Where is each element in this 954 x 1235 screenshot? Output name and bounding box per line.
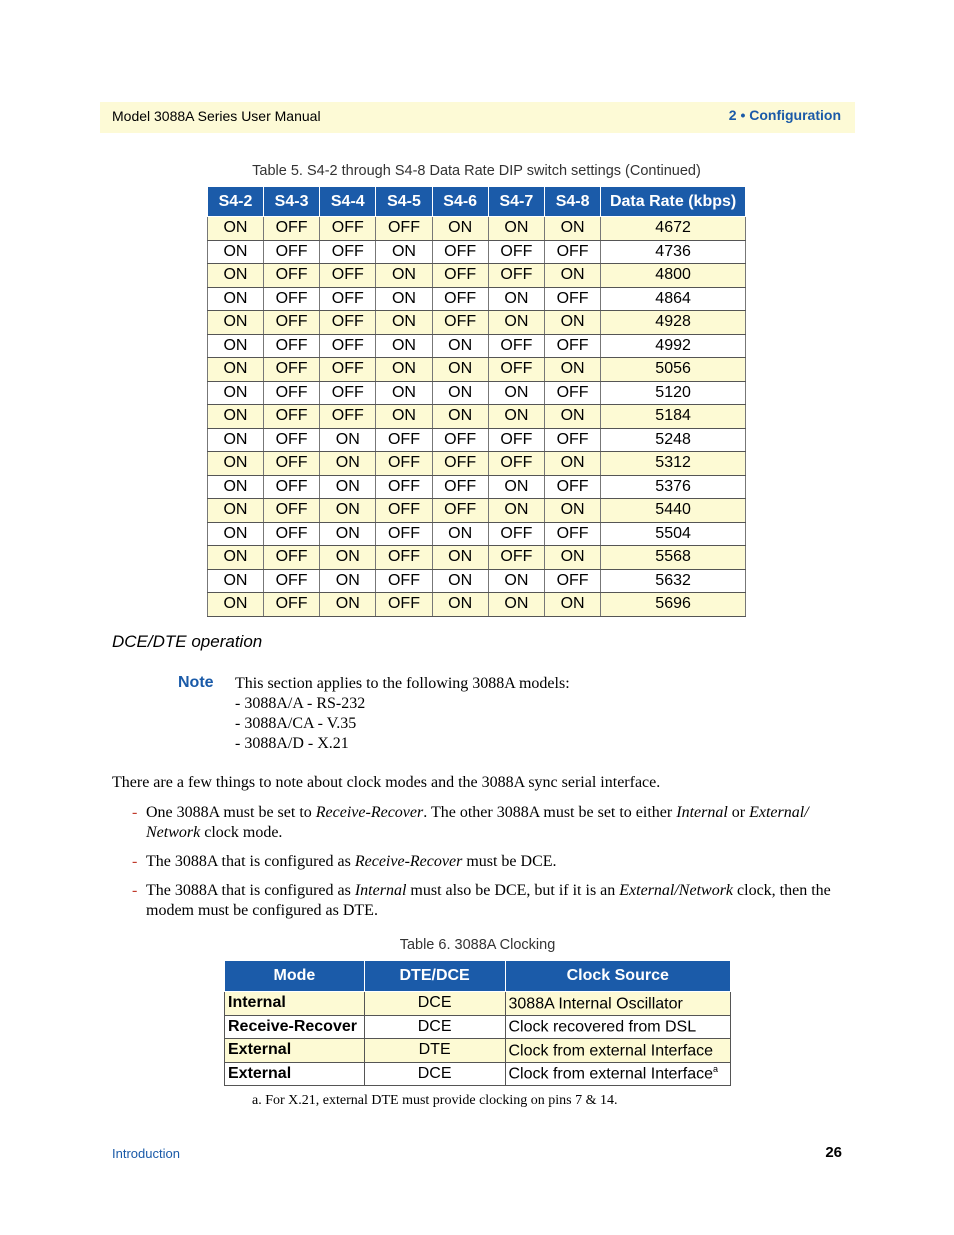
page-number: 26 xyxy=(825,1144,842,1161)
table-cell: OFF xyxy=(544,428,600,452)
table-cell: ON xyxy=(488,287,544,311)
table-cell: OFF xyxy=(432,287,488,311)
clock-source-cell: Clock from external Interface$^a$ xyxy=(505,1062,731,1086)
table-cell: 5056 xyxy=(601,358,746,382)
table-cell: OFF xyxy=(320,240,376,264)
table-cell: OFF xyxy=(263,287,319,311)
column-header: S4-3 xyxy=(263,187,319,217)
clock-source-cell: 3088A Internal Oscillator xyxy=(505,992,731,1016)
column-header: S4-7 xyxy=(488,187,544,217)
table-cell: OFF xyxy=(544,569,600,593)
table-cell: OFF xyxy=(263,311,319,335)
table-cell: ON xyxy=(208,593,264,617)
table-cell: OFF xyxy=(263,358,319,382)
table-cell: OFF xyxy=(488,240,544,264)
table-cell: 5696 xyxy=(601,593,746,617)
table-cell: ON xyxy=(432,381,488,405)
table-cell: ON xyxy=(488,475,544,499)
table-row xyxy=(208,240,746,264)
table-cell: OFF xyxy=(263,499,319,523)
page-header xyxy=(100,102,855,133)
table-row xyxy=(208,499,746,523)
table-cell: OFF xyxy=(376,499,432,523)
table-cell: OFF xyxy=(488,452,544,476)
clock-source-cell: Clock recovered from DSL xyxy=(505,1015,731,1039)
table-cell: ON xyxy=(488,405,544,429)
table-cell: OFF xyxy=(263,569,319,593)
table-cell: OFF xyxy=(263,405,319,429)
table-row xyxy=(208,546,746,570)
table-cell: ON xyxy=(488,381,544,405)
table-cell: ON xyxy=(208,522,264,546)
table-cell: ON xyxy=(432,546,488,570)
table-cell: ON xyxy=(376,240,432,264)
table-cell: OFF xyxy=(432,475,488,499)
table-cell: OFF xyxy=(544,240,600,264)
table-cell: ON xyxy=(432,334,488,358)
table-row xyxy=(208,381,746,405)
note-body xyxy=(235,674,570,754)
table-cell: ON xyxy=(208,405,264,429)
table-cell: OFF xyxy=(488,428,544,452)
table-cell: 4736 xyxy=(601,240,746,264)
table-cell: OFF xyxy=(263,217,319,241)
table-cell: ON xyxy=(376,405,432,429)
table-cell: ON xyxy=(488,593,544,617)
table-cell: ON xyxy=(376,381,432,405)
table-cell: OFF xyxy=(544,334,600,358)
table-cell: OFF xyxy=(488,546,544,570)
table-row xyxy=(208,405,746,429)
table-cell: ON xyxy=(376,287,432,311)
dte-dce-cell: DCE xyxy=(364,1062,505,1086)
table-cell: OFF xyxy=(263,546,319,570)
table-row xyxy=(208,358,746,382)
table-cell: OFF xyxy=(432,264,488,288)
table-cell: OFF xyxy=(263,475,319,499)
table-row xyxy=(208,334,746,358)
table-cell: ON xyxy=(208,334,264,358)
table-cell: OFF xyxy=(432,311,488,335)
dte-dce-cell: DCE xyxy=(364,1015,505,1039)
table-cell: OFF xyxy=(544,381,600,405)
table-cell: OFF xyxy=(488,522,544,546)
table-cell: ON xyxy=(320,499,376,523)
table-cell: ON xyxy=(208,358,264,382)
table-row xyxy=(208,287,746,311)
column-header: Clock Source xyxy=(505,961,731,992)
table-cell: ON xyxy=(320,475,376,499)
note-line: - 3088A/A - RS-232 xyxy=(235,695,366,712)
note-line: - 3088A/CA - V.35 xyxy=(235,715,357,732)
table-cell: 4800 xyxy=(601,264,746,288)
table-cell: OFF xyxy=(544,287,600,311)
table-row xyxy=(208,522,746,546)
table-cell: OFF xyxy=(320,405,376,429)
intro-paragraph: There are a few things to note about clock modes and the 3088A sync serial interface. xyxy=(112,774,661,791)
table-cell: ON xyxy=(320,522,376,546)
table-footnote: a. For X.21, external DTE must provide clocking on pins 7 & 14. xyxy=(252,1093,618,1108)
table-cell: ON xyxy=(544,217,600,241)
table-cell: ON xyxy=(488,499,544,523)
table-row xyxy=(208,475,746,499)
note-line: This section applies to the following 3088A models: xyxy=(235,675,570,692)
table-cell: OFF xyxy=(488,264,544,288)
table-cell: OFF xyxy=(376,522,432,546)
table-cell: OFF xyxy=(320,381,376,405)
bullet-dash: - xyxy=(132,882,138,899)
table-cell: 5312 xyxy=(601,452,746,476)
table-cell: OFF xyxy=(320,217,376,241)
table-cell: OFF xyxy=(544,522,600,546)
table-cell: ON xyxy=(208,546,264,570)
table-cell: OFF xyxy=(376,593,432,617)
table-cell: ON xyxy=(208,217,264,241)
table-cell: OFF xyxy=(488,358,544,382)
table-cell: 5504 xyxy=(601,522,746,546)
table-cell: ON xyxy=(432,522,488,546)
table-cell: OFF xyxy=(544,475,600,499)
table-cell: OFF xyxy=(263,240,319,264)
column-header: S4-5 xyxy=(376,187,432,217)
table-cell: ON xyxy=(544,405,600,429)
column-header: Mode xyxy=(225,961,365,992)
table-cell: ON xyxy=(320,546,376,570)
table-cell: 4928 xyxy=(601,311,746,335)
table-cell: ON xyxy=(488,569,544,593)
footnote-marker: a xyxy=(713,1064,719,1075)
table-cell: OFF xyxy=(432,428,488,452)
table-cell: ON xyxy=(376,358,432,382)
table-cell: ON xyxy=(208,287,264,311)
column-header: S4-8 xyxy=(544,187,600,217)
table-cell: OFF xyxy=(376,475,432,499)
table-cell: ON xyxy=(544,593,600,617)
manual-title: Model 3088A Series User Manual xyxy=(112,108,321,124)
table6-caption: Table 6. 3088A Clocking xyxy=(399,937,556,953)
table-cell: ON xyxy=(432,217,488,241)
table-row xyxy=(208,311,746,335)
bullet-dash: - xyxy=(132,853,138,870)
table-cell: OFF xyxy=(320,358,376,382)
table-cell: ON xyxy=(488,217,544,241)
table-cell: 5248 xyxy=(601,428,746,452)
table-cell: ON xyxy=(320,569,376,593)
table-row xyxy=(208,217,746,241)
table-cell: OFF xyxy=(320,287,376,311)
table-cell: OFF xyxy=(488,334,544,358)
table-cell: ON xyxy=(488,311,544,335)
table-cell: ON xyxy=(544,264,600,288)
table-row xyxy=(225,1039,731,1063)
table-cell: ON xyxy=(208,569,264,593)
table-cell: OFF xyxy=(432,452,488,476)
table-cell: ON xyxy=(320,452,376,476)
table-row xyxy=(225,1062,731,1086)
table-cell: ON xyxy=(208,381,264,405)
clocking-table xyxy=(224,960,731,1086)
table-cell: 5440 xyxy=(601,499,746,523)
table-cell: 4672 xyxy=(601,217,746,241)
table-cell: OFF xyxy=(376,546,432,570)
table-cell: 4992 xyxy=(601,334,746,358)
table-cell: ON xyxy=(376,311,432,335)
table-cell: ON xyxy=(432,405,488,429)
table-cell: ON xyxy=(320,593,376,617)
table-cell: 5568 xyxy=(601,546,746,570)
column-header: Data Rate (kbps) xyxy=(601,187,746,217)
mode-cell: Internal xyxy=(225,992,365,1016)
column-header: S4-4 xyxy=(320,187,376,217)
table-cell: ON xyxy=(544,358,600,382)
chapter-title: 2 • Configuration xyxy=(728,107,841,123)
table-cell: OFF xyxy=(263,381,319,405)
bullet-dash: - xyxy=(132,804,138,821)
dte-dce-cell: DTE xyxy=(364,1039,505,1063)
table-cell: ON xyxy=(544,452,600,476)
table-cell: ON xyxy=(544,546,600,570)
table-cell: OFF xyxy=(376,428,432,452)
table-cell: ON xyxy=(208,475,264,499)
note-label: Note xyxy=(178,674,214,691)
mode-cell: Receive-Recover xyxy=(225,1015,365,1039)
table5-caption: Table 5. S4-2 through S4-8 Data Rate DIP switch settings (Continued) xyxy=(252,163,701,179)
note-line: - 3088A/D - X.21 xyxy=(235,735,349,752)
table-cell: 5632 xyxy=(601,569,746,593)
table-row xyxy=(208,428,746,452)
bullet-item: - The 3088A that is configured as Receive-Recover must be DCE. xyxy=(132,853,557,870)
table-cell: 5120 xyxy=(601,381,746,405)
table-cell: ON xyxy=(208,428,264,452)
mode-cell: External xyxy=(225,1062,365,1086)
table-cell: ON xyxy=(376,264,432,288)
table-cell: OFF xyxy=(263,593,319,617)
table-row xyxy=(208,593,746,617)
table-cell: OFF xyxy=(320,264,376,288)
table-cell: ON xyxy=(544,499,600,523)
table-cell: OFF xyxy=(263,522,319,546)
table-cell: ON xyxy=(320,428,376,452)
table-row xyxy=(208,264,746,288)
table-cell: ON xyxy=(544,311,600,335)
table-cell: 5184 xyxy=(601,405,746,429)
table-row xyxy=(208,452,746,476)
table-cell: OFF xyxy=(263,334,319,358)
table-cell: ON xyxy=(432,358,488,382)
table-cell: OFF xyxy=(263,428,319,452)
mode-cell: External xyxy=(225,1039,365,1063)
data-rate-table xyxy=(207,186,746,617)
table-cell: ON xyxy=(432,569,488,593)
table-cell: ON xyxy=(432,593,488,617)
table-cell: OFF xyxy=(263,452,319,476)
table-cell: OFF xyxy=(376,452,432,476)
dte-dce-cell: DCE xyxy=(364,992,505,1016)
table-row xyxy=(225,992,731,1016)
table-cell: ON xyxy=(208,452,264,476)
table-cell: 5376 xyxy=(601,475,746,499)
bullet-item: - One 3088A must be set to Receive-Recover. The other 3088A must be set to either Internal or External/ Network clock mode. xyxy=(132,804,809,841)
table-row xyxy=(225,1015,731,1039)
table-cell: OFF xyxy=(432,240,488,264)
table-cell: OFF xyxy=(263,264,319,288)
table-cell: OFF xyxy=(432,499,488,523)
footer-section: Introduction xyxy=(112,1146,180,1161)
table-cell: OFF xyxy=(320,311,376,335)
column-header: S4-2 xyxy=(208,187,264,217)
table-cell: ON xyxy=(208,311,264,335)
table-cell: ON xyxy=(376,334,432,358)
table-cell: OFF xyxy=(376,569,432,593)
clock-source-cell: Clock from external Interface xyxy=(505,1039,731,1063)
section-title: DCE/DTE operation xyxy=(112,632,263,651)
table-cell: OFF xyxy=(376,217,432,241)
table-cell: OFF xyxy=(320,334,376,358)
table-row xyxy=(208,569,746,593)
table-cell: ON xyxy=(208,264,264,288)
bullet-item: - The 3088A that is configured as Internal must also be DCE, but if it is an External/Network clock, then the modem must be configured as DTE. xyxy=(132,882,831,919)
table-cell: ON xyxy=(208,240,264,264)
table-cell: ON xyxy=(208,499,264,523)
table-cell: 4864 xyxy=(601,287,746,311)
column-header: S4-6 xyxy=(432,187,488,217)
column-header: DTE/DCE xyxy=(364,961,505,992)
